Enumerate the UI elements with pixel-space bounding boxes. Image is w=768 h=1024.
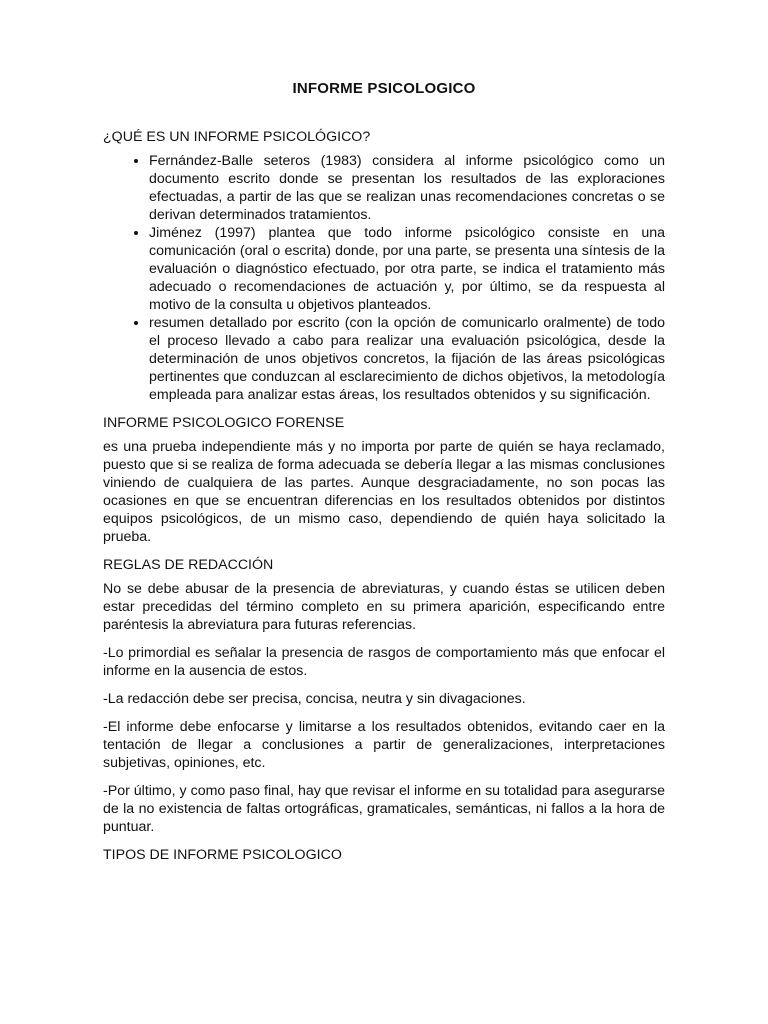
reglas-paragraph: No se debe abusar de la presencia de abreviaturas, y cuando éstas se utilicen deben estar precedidas del término completo en su primera aparición, especificando entre paréntesis la abreviatura para futuras referencias. xyxy=(103,581,665,633)
section-heading-forense: INFORME PSICOLOGICO FORENSE xyxy=(103,415,345,431)
reglas-paragraph: -Lo primordial es señalar la presencia de rasgos de comportamiento más que enfocar el informe en la ausencia de estos. xyxy=(103,645,665,679)
list-item: • Jiménez (1997) plantea que todo informe psicológico consiste en una comunicación (oral o escrita) donde, por una parte, se presenta una síntesis de la evaluación o diagnóstico efectuado, por otra parte, se indica el tratamiento más adecuado o recomendaciones de actuación y, por último, se da respuesta al motivo de la consulta u objetivos planteados. xyxy=(149,224,665,314)
section-heading-tipos: TIPOS DE INFORME PSICOLOGICO xyxy=(103,847,342,863)
list-item: • Fernández-Balle seteros (1983) considera al informe psicológico como un documento escrito donde se presentan los resultados de las exploraciones efectuadas, a partir de las que se realizan unas recomendaciones concretas o se derivan determinados tratamientos. xyxy=(149,152,665,224)
reglas-paragraph: -Por último, y como paso final, hay que revisar el informe en su totalidad para asegurarse de la no existencia de faltas ortográficas, gramaticales, semánticas, ni fallos a la hora de puntuar. xyxy=(103,783,665,835)
reglas-paragraph: -La redacción debe ser precisa, concisa, neutra y sin divagaciones. xyxy=(103,691,526,707)
document-title: INFORME PSICOLOGICO xyxy=(292,80,476,97)
forense-paragraph: es una prueba independiente más y no importa por parte de quién se haya reclamado, puesto que si se realiza de forma adecuada se debería llegar a las mismas conclusiones viniendo de cualquiera de las partes. Aunque desgraciadamente, no son pocas las ocasiones en que se encuentran diferencias en los resultados obtenidos por distintos equipos psicológicos, de un mismo caso, dependiendo de quién haya solicitado la prueba. xyxy=(103,439,665,545)
document-body xyxy=(103,128,665,870)
section-heading-reglas: REGLAS DE REDACCIÓN xyxy=(103,557,274,573)
list-item: • resumen detallado por escrito (con la opción de comunicarlo oralmente) de todo el proceso llevado a cabo para realizar una evaluación psicológica, desde la determinación de unos objetivos concretos, la fijación de las áreas psicológicas pertinentes que conduzcan al esclarecimiento de dichos objetivos, la metodología empleada para analizar estas áreas, los resultados obtenidos y su significación. xyxy=(149,314,665,404)
reglas-paragraph: -El informe debe enfocarse y limitarse a los resultados obtenidos, evitando caer en la tentación de llegar a conclusiones a partir de generalizaciones, interpretaciones subjetivas, opiniones, etc. xyxy=(103,719,665,771)
definition-list xyxy=(103,152,665,404)
section-heading-what-is: ¿QUÉ ES UN INFORME PSICOLÓGICO? xyxy=(103,129,371,145)
